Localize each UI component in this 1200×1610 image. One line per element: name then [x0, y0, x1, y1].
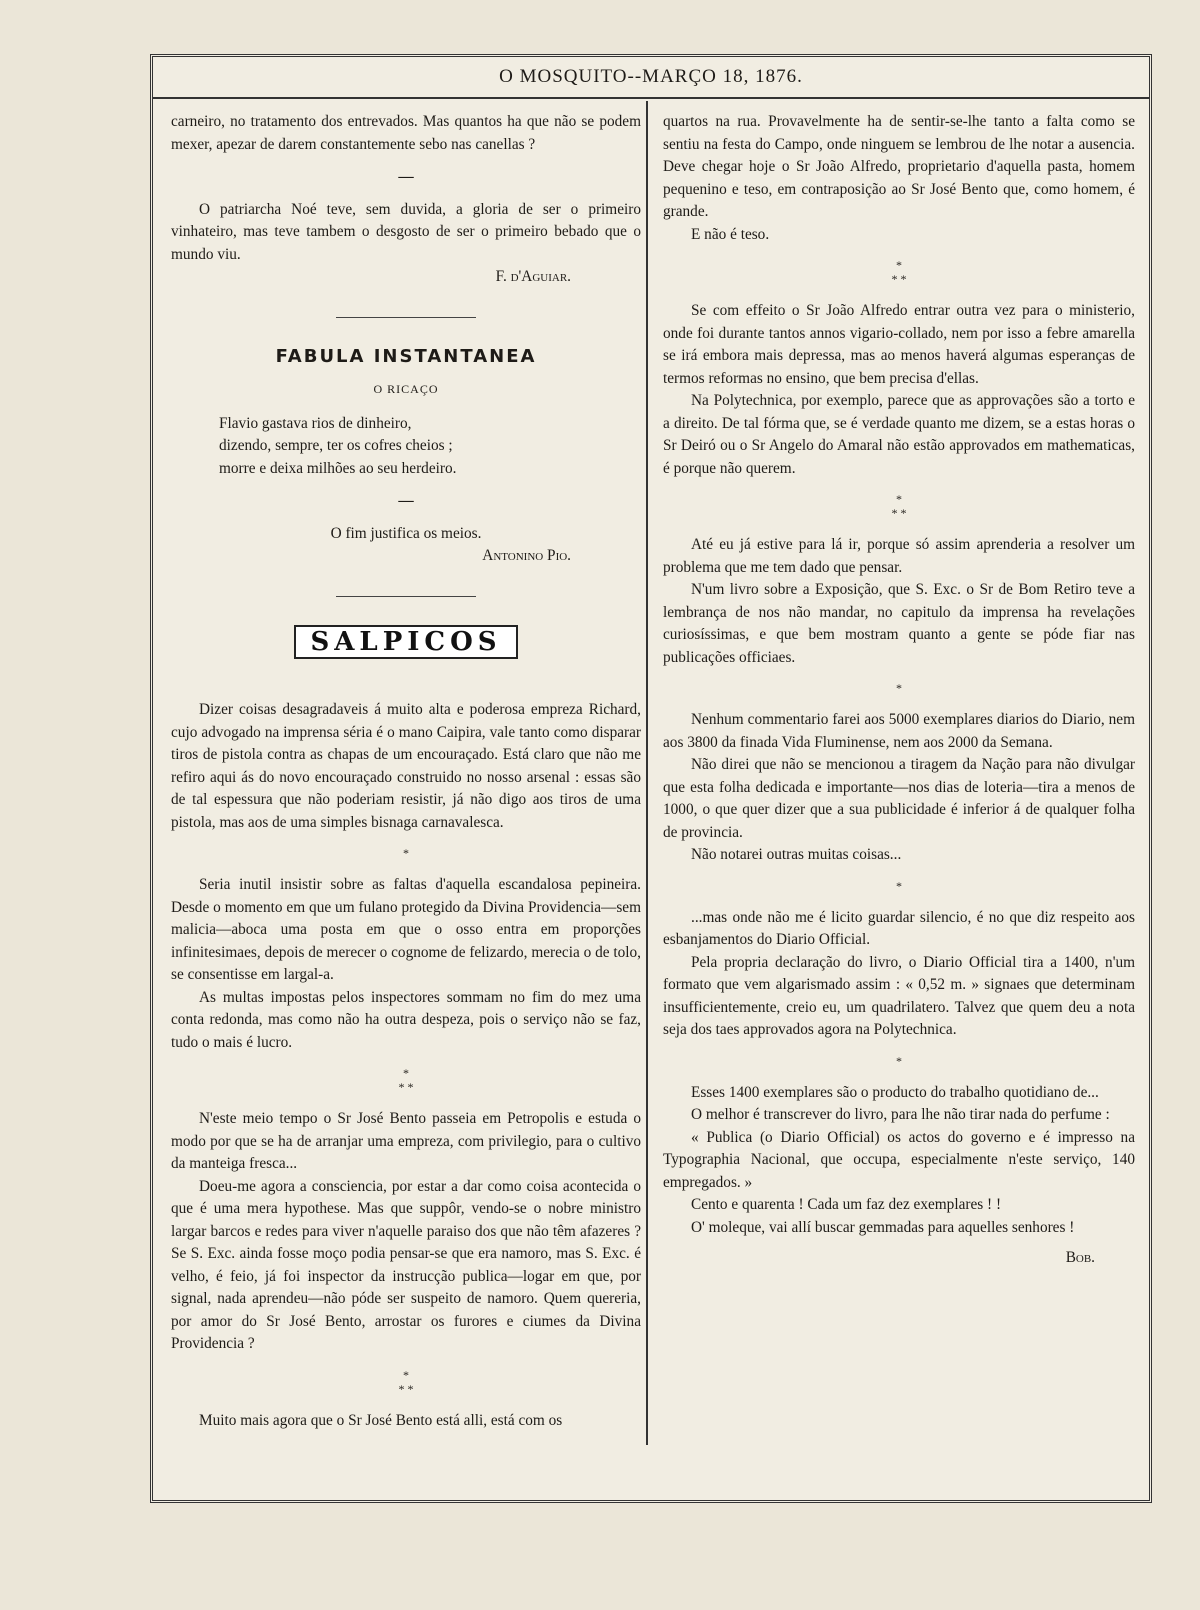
paragraph: « Publica (o Diario Official) os actos do governo e é impresso na Typographia Nacional, que occupa, especialmente n'este serviço, 140 empregados. »: [663, 1128, 1135, 1191]
paragraph: Seria inutil insistir sobre as faltas d'aquella escandalosa pepineira. Desde o momento em que um fulano protegido da Divina Providencia—sem malicia—aboca uma posta em que o osso entra em proporções infinitesimaes, depois de merecer o cognome de felizardo, merecia o de tolo, se consentisse em largal-a.: [171, 876, 641, 983]
author-signature: Antonino Pio.: [482, 547, 571, 564]
ornamental-title: [171, 625, 641, 660]
asterism: *: [896, 681, 902, 695]
asterism: * * *: [891, 258, 907, 286]
paragraph: As multas impostas pelos inspectores sommam no fim do mez uma conta redonda, mas como não ha outra despeza, pois o serviço não se faz, tudo o mais é lucro.: [171, 988, 641, 1051]
fable-moral: O fim justifica os meios.: [330, 524, 482, 542]
right-column: [663, 111, 1135, 1270]
paragraph: Dizer coisas desagradaveis á muito alta e poderosa empreza Richard, cujo advogado na imprensa séria é o mano Caipira, vale tanto como disparar tiros de pistola contra as chapas de um encouraçado. Está claro que não me refiro aqui ás do novo encouraçado construido no nosso arsenal : essas são de tal espessura que não poderiam resistir, já não digo aos tiros de uma pistola, mas aos de uma simples bisnaga carnavalesca.: [171, 701, 641, 831]
newspaper-page: [150, 54, 1152, 1503]
paragraph: N'um livro sobre a Exposição, que S. Exc. o Sr de Bom Retiro teve a lembrança de nos não mandar, no capitulo da imprensa ha revelações curiosíssimas, e que bem mostram quanto a gente se póde fiar nas publicações officiaes.: [663, 581, 1135, 666]
paragraph: O' moleque, vai allí buscar gemmadas para aquelles senhores !: [691, 1218, 1075, 1236]
paragraph: O melhor é transcrever do livro, para lhe não tirar nada do perfume :: [691, 1106, 1110, 1123]
section-subtitle: O RICAÇO: [373, 382, 439, 396]
asterism: * * *: [398, 1367, 414, 1396]
asterism: *: [896, 1053, 902, 1068]
page-header: O MOSQUITO--MARÇO 18, 1876.: [153, 57, 1149, 99]
asterism: * * *: [398, 1066, 414, 1094]
paragraph: O patriarcha Noé teve, sem duvida, a gloria de ser o primeiro vinhateiro, mas teve tambem o desgosto de ser o primeiro bebado que o mundo viu.: [171, 200, 641, 263]
paragraph: Na Polytechnica, por exemplo, parece que as approvações são a torto e a direito. De tal fórma que, se é verdade quanto me dizem, se a estas horas o Sr Deiró ou o Sr Angelo do Amaral não estão approvados em mathematicas, é porque não querem.: [663, 392, 1135, 477]
paragraph: Doeu-me agora a consciencia, por estar a dar como coisa acontecida o que é uma mera hypothese. Mas que suppôr, vendo-se o nobre ministro largar barcos e redes para viver n'aquelle paraiso dos que não têm afazeres ? Se S. Exc. ainda fosse moço podia pensar-se que era namoro, mas S. Exc. é velho, é feio, já foi inspector da instrucção publica—logar em que, por signal, nada aprendeu—não póde ser suspeito de namoro. Quem quereria, por amor do Sr José Bento, arrostar os furores e ciumes da Divina Providencia ?: [171, 1177, 641, 1352]
asterism: * * *: [891, 492, 907, 520]
paragraph: Pela propria declaração do livro, o Diario Official tira a 1400, n'um formato que vem algarismado assim : « 0,52 m. » signaes que determinam insufficientemente, creio eu, um quadrilatero. Talvez que quem deu a nota seja dos taes approvados agora na Polytechnica.: [663, 953, 1135, 1038]
paragraph: N'este meio tempo o Sr José Bento passeia em Petropolis e estuda o modo por que se ha de arranjar uma empreza, com privilegio, para o cultivo da manteiga fresca...: [171, 1110, 641, 1172]
poem: [219, 413, 641, 481]
ornamental-title-text: SALPICOS: [294, 625, 517, 660]
left-column: [171, 111, 641, 1432]
paragraph: Cento e quarenta ! Cada um faz dez exemplares ! !: [691, 1196, 1002, 1213]
asterism: *: [403, 846, 409, 860]
paragraph: quartos na rua. Provavelmente ha de sentir-se-lhe tanto a falta como se sentiu na festa do Campo, onde ninguem se lembrou de lhe notar a ausencia. Deve chegar hoje o Sr João Alfredo, proprietario d'aquella pasta, homem pequenino e teso, em contraposição ao Sr José Bento que, como homem, é grande.: [663, 113, 1135, 220]
paragraph: Muito mais agora que o Sr José Bento está alli, está com os: [199, 1411, 563, 1429]
author-signature: Bob.: [1065, 1249, 1095, 1266]
paragraph: Até eu já estive para lá ir, porque só assim aprenderia a resolver um problema que me tem dado que pensar.: [663, 536, 1135, 576]
section-rule: [336, 317, 476, 318]
paragraph: Não notarei outras muitas coisas...: [691, 846, 902, 863]
poem-line: dizendo, sempre, ter os cofres cheios ;: [219, 437, 453, 454]
section-title: FABULA INSTANTANEA: [275, 345, 537, 367]
paragraph: Esses 1400 exemplares são o producto do trabalho quotidiano de...: [691, 1083, 1099, 1101]
poem-line: Flavio gastava rios de dinheiro,: [219, 414, 412, 432]
dash-separator: —: [398, 168, 414, 185]
paragraph: Nenhum commentario farei aos 5000 exemplares diarios do Diario, nem aos 3800 da finada Vida Fluminense, nem aos 2000 da Semana.: [663, 711, 1135, 751]
author-signature: F. d'Aguiar.: [495, 268, 571, 285]
section-rule: [336, 596, 476, 597]
paragraph: carneiro, no tratamento dos entrevados. Mas quantos ha que não se podem mexer, apezar de darem constantemente sebo nas canellas ?: [171, 113, 641, 153]
poem-line: morre e deixa milhões ao seu herdeiro.: [219, 459, 457, 477]
dash-separator: —: [398, 492, 414, 509]
paragraph: E não é teso.: [691, 225, 770, 243]
asterism: *: [896, 878, 902, 893]
column-divider: [646, 101, 648, 1445]
paragraph: Não direi que não se mencionou a tiragem da Nação para não divulgar que esta folha dedicada e importante—nos dias de loteria—tira a menos de 1000, o que quer dizer que a sua publicidade é inferior á de qualquer folha de provincia.: [663, 756, 1135, 841]
paragraph: ...mas onde não me é licito guardar silencio, é no que diz respeito aos esbanjamentos do Diario Official.: [663, 908, 1135, 948]
paragraph: Se com effeito o Sr João Alfredo entrar outra vez para o ministerio, onde foi durante tantos annos vigario-collado, nem por isso a febre amarella se irá embora mais depressa, mas ao menos haverá algumas esperanças de termos reformas no ensino, que bem precisa d'ellas.: [663, 302, 1135, 387]
